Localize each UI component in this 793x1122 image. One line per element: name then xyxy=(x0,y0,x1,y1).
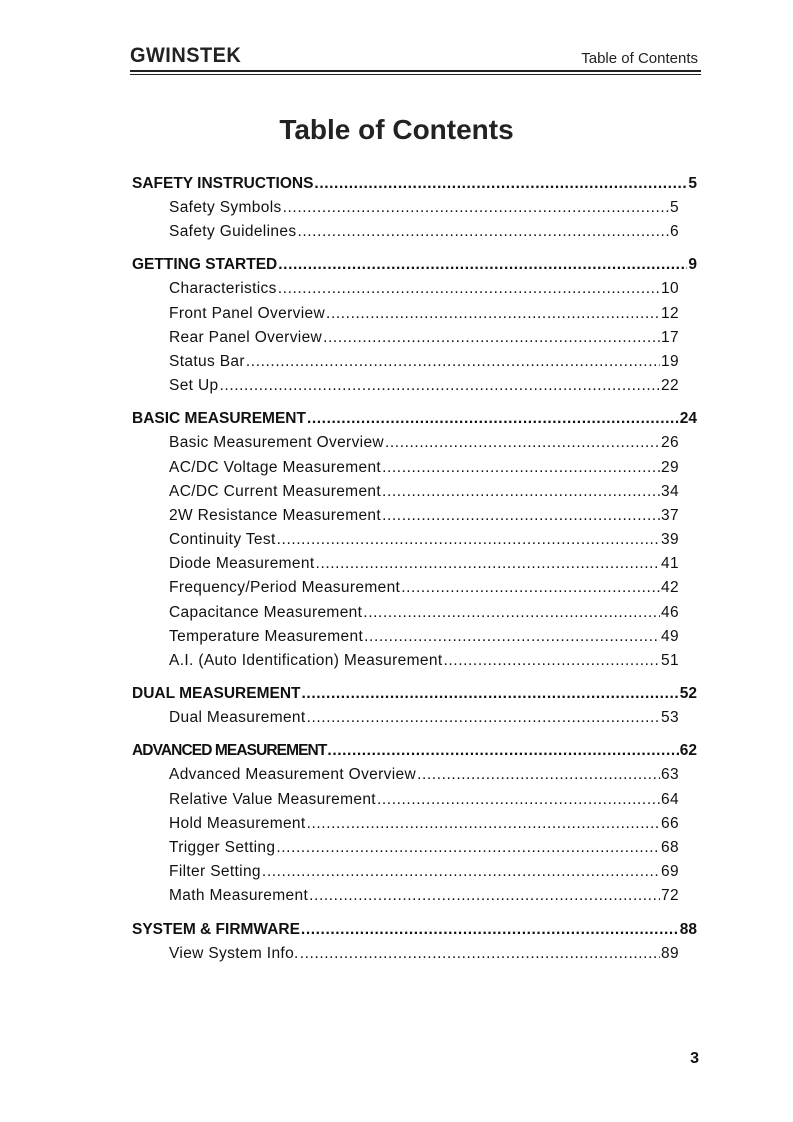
toc-subsection-entry[interactable] xyxy=(132,763,697,787)
toc-subsection-entry[interactable] xyxy=(132,456,697,480)
toc-subsection-page: 42 xyxy=(661,579,679,597)
toc-subsection-entry[interactable] xyxy=(132,788,697,812)
toc-subsection-page: 69 xyxy=(661,863,679,881)
dot-leader xyxy=(307,812,660,836)
toc-chapter-entry[interactable] xyxy=(132,407,697,431)
running-header-title: Table of Contents xyxy=(581,50,698,67)
toc-subsection-page: 64 xyxy=(661,790,679,808)
page-number: 3 xyxy=(690,1050,699,1067)
toc-subsection-page: 19 xyxy=(661,352,679,370)
toc-subsection-entry[interactable] xyxy=(132,528,697,552)
toc-subsection-page: 68 xyxy=(661,838,679,856)
brand-logo: GWINSTEK xyxy=(130,44,242,67)
toc-chapter-entry[interactable] xyxy=(132,918,697,942)
toc-chapter-entry[interactable] xyxy=(132,253,697,277)
dot-leader xyxy=(297,220,669,244)
toc-subsection-title: Relative Value Measurement xyxy=(169,790,376,808)
toc-section xyxy=(132,739,697,908)
dot-leader xyxy=(307,407,679,431)
toc-subsection-entry[interactable] xyxy=(132,860,697,884)
toc-subsection-title: A.I. (Auto Identification) Measurement xyxy=(169,652,443,669)
toc-subsection-page: 37 xyxy=(661,506,679,524)
toc-subsection-title: Dual Measurement xyxy=(169,709,306,727)
dot-leader xyxy=(277,528,660,552)
toc-subsection-page: 41 xyxy=(661,555,679,573)
toc-subsection-page: 34 xyxy=(661,482,679,500)
dot-leader xyxy=(278,277,660,301)
toc-chapter-title: ADVANCED MEASUREMENT xyxy=(132,742,327,760)
toc-subsection-page: 53 xyxy=(661,709,679,727)
dot-leader xyxy=(309,884,660,908)
dot-leader xyxy=(327,739,678,763)
toc-section xyxy=(132,918,697,966)
toc-subsection-title: Diode Measurement xyxy=(169,555,315,573)
toc-subsection-page: 17 xyxy=(661,328,679,346)
toc-chapter-page: 24 xyxy=(679,410,697,428)
toc-subsection-entry[interactable] xyxy=(132,350,697,374)
dot-leader xyxy=(283,196,669,220)
toc-chapter-entry[interactable] xyxy=(132,739,697,763)
dot-leader xyxy=(326,302,660,326)
toc-subsection-title: AC/DC Voltage Measurement xyxy=(169,458,382,476)
dot-leader xyxy=(382,480,660,504)
toc-subsection-page: 72 xyxy=(661,887,679,905)
toc-subsection-entry[interactable] xyxy=(132,812,697,836)
dot-leader xyxy=(262,860,660,884)
toc-chapter-page: 52 xyxy=(679,685,697,703)
toc-chapter-entry[interactable] xyxy=(132,682,697,706)
dot-leader xyxy=(314,172,687,196)
dot-leader xyxy=(323,326,660,350)
toc-subsection-title: Status Bar xyxy=(169,352,245,370)
dot-leader xyxy=(278,253,687,277)
toc-chapter-page: 62 xyxy=(679,742,697,760)
dot-leader xyxy=(307,706,660,730)
dot-leader xyxy=(300,942,660,966)
toc-subsection-title: Trigger Setting xyxy=(169,838,276,856)
toc-subsection-page: 39 xyxy=(661,531,679,549)
toc-subsection-entry[interactable] xyxy=(132,374,697,398)
toc-chapter-page: 5 xyxy=(688,175,697,192)
toc-subsection-entry[interactable] xyxy=(132,836,697,860)
dot-leader xyxy=(302,682,679,706)
toc-subsection-entry[interactable] xyxy=(132,601,697,625)
toc-subsection-title: 2W Resistance Measurement xyxy=(169,506,382,524)
toc-subsection-entry[interactable] xyxy=(132,706,697,730)
toc-subsection-entry[interactable] xyxy=(132,942,697,966)
dot-leader xyxy=(316,552,661,576)
dot-leader xyxy=(246,350,660,374)
toc-section xyxy=(132,682,697,730)
toc-chapter-title: SYSTEM & FIRMWARE xyxy=(132,920,300,938)
toc-subsection-entry[interactable] xyxy=(132,504,697,528)
header-rule-thick xyxy=(130,70,701,72)
toc-subsection-title: Continuity Test xyxy=(169,531,276,549)
dot-leader xyxy=(382,504,660,528)
table-of-contents xyxy=(132,172,697,975)
toc-subsection-entry[interactable] xyxy=(132,552,697,576)
toc-chapter-entry[interactable] xyxy=(132,172,697,196)
page-title: Table of Contents xyxy=(279,114,514,145)
toc-subsection-page: 6 xyxy=(670,223,679,241)
toc-subsection-page: 51 xyxy=(661,652,679,669)
toc-subsection-title: View System Info. xyxy=(169,944,299,962)
toc-subsection-title: Safety Symbols xyxy=(169,199,282,216)
toc-subsection-entry[interactable] xyxy=(132,625,697,649)
toc-subsection-entry[interactable] xyxy=(132,649,697,673)
toc-chapter-page: 88 xyxy=(679,920,697,938)
toc-subsection-page: 49 xyxy=(661,627,679,645)
toc-subsection-entry[interactable] xyxy=(132,277,697,301)
toc-subsection-entry[interactable] xyxy=(132,884,697,908)
dot-leader xyxy=(382,456,660,480)
toc-subsection-page: 10 xyxy=(661,280,679,298)
header-rule-thin xyxy=(130,74,701,75)
toc-subsection-page: 26 xyxy=(661,434,679,452)
dot-leader xyxy=(417,763,660,787)
toc-subsection-entry[interactable] xyxy=(132,576,697,600)
toc-section xyxy=(132,172,697,244)
toc-subsection-title: Characteristics xyxy=(169,280,277,298)
toc-section xyxy=(132,407,697,673)
toc-chapter-title: DUAL MEASUREMENT xyxy=(132,685,301,703)
toc-subsection-page: 12 xyxy=(661,304,679,322)
toc-subsection-title: Basic Measurement Overview xyxy=(169,434,384,452)
toc-subsection-entry[interactable] xyxy=(132,480,697,504)
dot-leader xyxy=(443,649,660,673)
toc-chapter-title: BASIC MEASUREMENT xyxy=(132,410,306,428)
toc-subsection-title: Frequency/Period Measurement xyxy=(169,579,401,597)
dot-leader xyxy=(276,836,660,860)
toc-subsection-page: 89 xyxy=(661,944,679,962)
toc-subsection-entry[interactable] xyxy=(132,431,697,455)
toc-subsection-title: Math Measurement xyxy=(169,887,309,905)
toc-chapter-title: SAFETY INSTRUCTIONS xyxy=(132,175,314,192)
toc-subsection-title: AC/DC Current Measurement xyxy=(169,482,382,500)
toc-subsection-title: Rear Panel Overview xyxy=(169,328,323,346)
toc-section xyxy=(132,253,697,398)
toc-subsection-title: Front Panel Overview xyxy=(169,304,326,322)
dot-leader xyxy=(220,374,661,398)
toc-subsection-entry[interactable] xyxy=(132,302,697,326)
dot-leader xyxy=(364,625,660,649)
toc-subsection-title: Safety Guidelines xyxy=(169,223,297,241)
toc-subsection-page: 63 xyxy=(661,766,679,784)
toc-subsection-page: 46 xyxy=(661,603,679,621)
dot-leader xyxy=(401,576,660,600)
toc-subsection-title: Advanced Measurement Overview xyxy=(169,766,417,784)
dot-leader xyxy=(363,601,660,625)
toc-subsection-entry[interactable] xyxy=(132,196,697,220)
toc-subsection-page: 66 xyxy=(661,814,679,832)
toc-subsection-title: Capacitance Measurement xyxy=(169,603,363,621)
toc-subsection-title: Temperature Measurement xyxy=(169,627,364,645)
toc-subsection-page: 22 xyxy=(661,377,679,395)
toc-subsection-title: Filter Setting xyxy=(169,863,261,881)
toc-subsection-title: Hold Measurement xyxy=(169,814,306,832)
toc-subsection-page: 5 xyxy=(670,199,679,216)
toc-subsection-title: Set Up xyxy=(169,377,219,395)
toc-subsection-page: 29 xyxy=(661,458,679,476)
dot-leader xyxy=(377,788,660,812)
toc-subsection-entry[interactable] xyxy=(132,220,697,244)
dot-leader xyxy=(385,431,660,455)
toc-subsection-entry[interactable] xyxy=(132,326,697,350)
toc-chapter-page: 9 xyxy=(688,256,697,274)
dot-leader xyxy=(301,918,679,942)
toc-chapter-title: GETTING STARTED xyxy=(132,256,278,274)
